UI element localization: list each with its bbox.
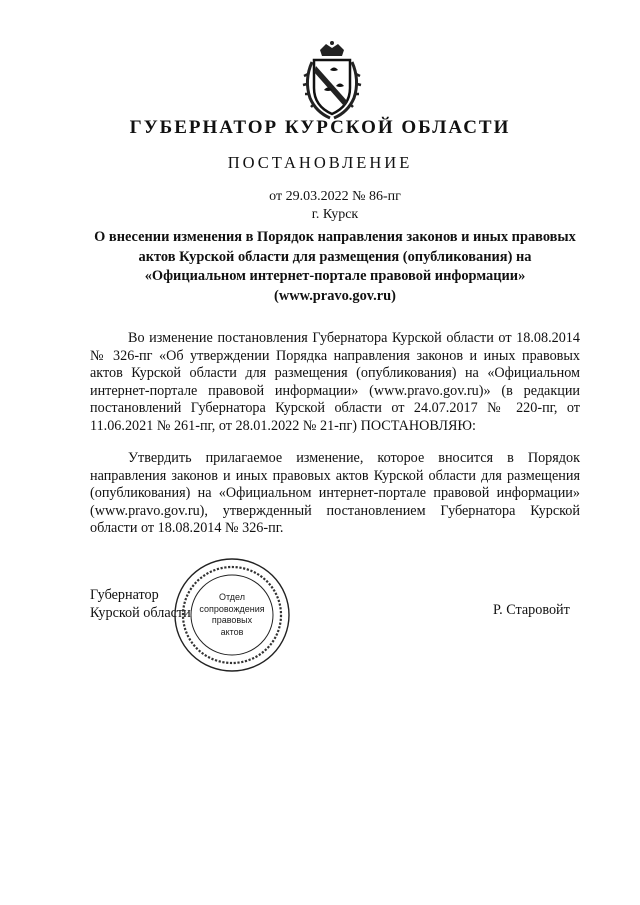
stamp-line-1: Отдел: [218, 592, 246, 602]
document-date-number: от 29.03.2022 № 86-пг: [269, 189, 401, 204]
body-paragraph-2: Утвердить прилагаемое изменение, которое вносится в Порядок направления законов и иных правовых актов Курской области для размещения (опубликования) на «Официальном интернет-портале правовой информации» (www.pravo.gov.ru), утвержденный постановлением Губернатора Курской области от 18.08.2014 № 326-пг.: [90, 450, 580, 536]
stamp-inner-text: [172, 592, 292, 638]
official-stamp: [172, 556, 292, 674]
coat-of-arms-icon: [300, 40, 364, 120]
signatory-position-line-2: Курской области: [90, 605, 191, 621]
document-subject: О внесении изменения в Порядок направления законов и иных правовых актов Курской области для размещения (опубликования) на «Официальном интернет-портале правовой информации» (www.pravo.gov.ru): [94, 229, 576, 304]
issuing-authority: ГУБЕРНАТОР КУРСКОЙ ОБЛАСТИ: [129, 117, 511, 138]
signatory-name: Р. Старовойт: [493, 602, 570, 618]
document-type: ПОСТАНОВЛЕНИЕ: [227, 153, 413, 172]
stamp-line-3: правовых: [211, 615, 253, 625]
stamp-line-4: актов: [220, 626, 244, 637]
signatory-position-line-1: Губернатор: [90, 587, 159, 603]
stamp-line-2: сопровождения: [199, 603, 265, 614]
body-paragraph-1: Во изменение постановления Губернатора Курской области от 18.08.2014 № 326-пг «Об утверждении Порядка направления законов и иных правовых актов Курской области для размещения (опубликования) на «Официальном интернет-портале правовой информации» (www.pravo.gov.ru)» (в редакции постановлений Губернатора Курской области от 24.07.2017 № 220-пг, от 11.06.2021 № 261-пг, от 28.01.2022 № 21-пг) ПОСТАНОВЛЯЮ:: [90, 330, 580, 434]
document-city: г. Курск: [311, 207, 359, 222]
